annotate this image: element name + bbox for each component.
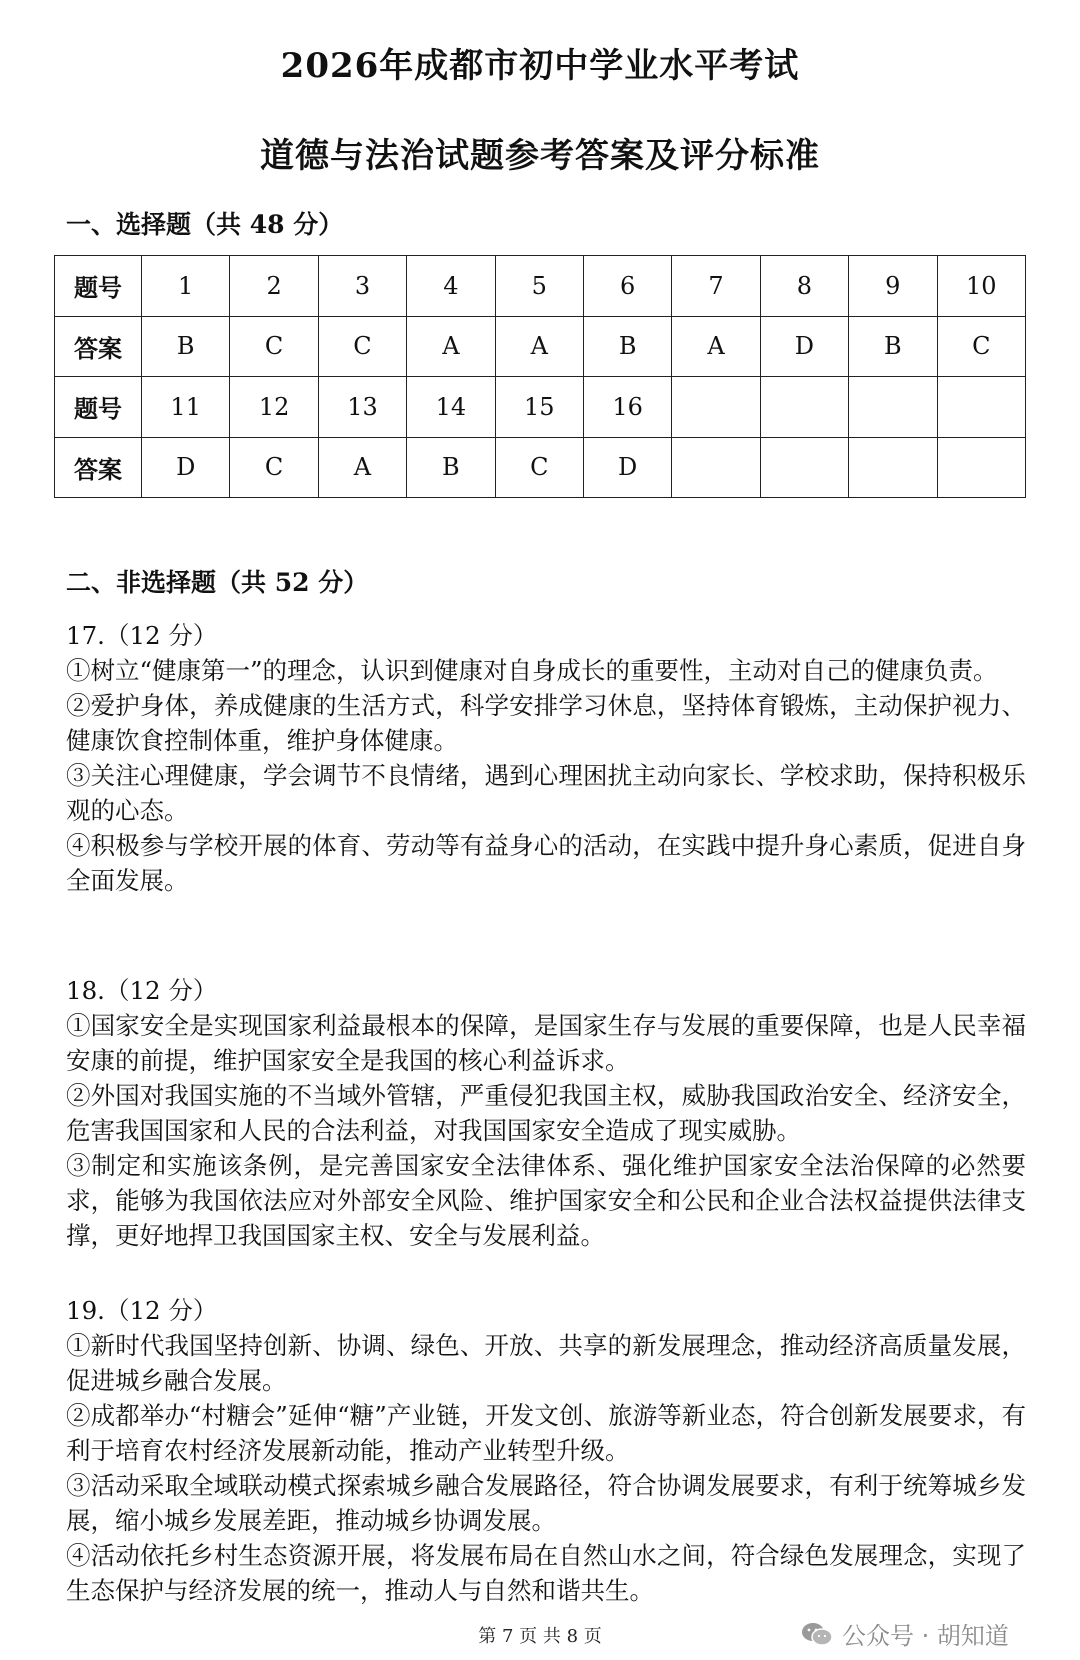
answer-cell: C: [230, 316, 318, 377]
answer-cell: [849, 437, 937, 498]
question-number-cell: 12: [230, 377, 318, 438]
answer-point: ③关注心理健康，学会调节不良情绪，遇到心理困扰主动向家长、学校求助，保持积极乐观的心态。: [66, 761, 1026, 825]
row-label-answer: 答案: [55, 316, 142, 377]
watermark: [800, 1616, 1009, 1651]
wechat-icon: [800, 1621, 834, 1647]
question-number-cell: 5: [495, 256, 583, 317]
question-number-cell: 2: [230, 256, 318, 317]
row-label-answer: 答案: [55, 437, 142, 498]
question-number-cell: 3: [318, 256, 406, 317]
question-number-cell: [760, 377, 848, 438]
question-header: 18.（12 分）: [66, 976, 218, 1005]
question-number-cell: 13: [318, 377, 406, 438]
answer-cell: B: [849, 316, 937, 377]
answer-cell: A: [318, 437, 406, 498]
answer-cell: C: [495, 437, 583, 498]
page-number: 第 7 页 共 8 页: [478, 1626, 602, 1647]
question-number-cell: [672, 377, 760, 438]
question-number-cell: 6: [583, 256, 671, 317]
question-number-cell: 10: [937, 256, 1025, 317]
row-label-number: 题号: [55, 256, 142, 317]
question-number-cell: 16: [583, 377, 671, 438]
answer-cell: A: [495, 316, 583, 377]
question-number-cell: 15: [495, 377, 583, 438]
answer-cell: B: [583, 316, 671, 377]
answer-cell: D: [760, 316, 848, 377]
answer-cell: D: [142, 437, 230, 498]
question-number-cell: 1: [142, 256, 230, 317]
question-number-cell: 7: [672, 256, 760, 317]
question-18: [66, 973, 1026, 1253]
table-row: [55, 437, 1026, 498]
section-heading-choice: 一、选择题（共 48 分）: [66, 210, 344, 239]
section-heading-nonchoice: 二、非选择题（共 52 分）: [66, 568, 369, 597]
answer-point: ④活动依托乡村生态资源开展，将发展布局在自然山水之间，符合绿色发展理念，实现了生态保护与经济发展的统一，推动人与自然和谐共生。: [66, 1541, 1026, 1605]
answer-point: ③制定和实施该条例，是完善国家安全法律体系、强化维护国家安全法治保障的必然要求，能够为我国依法应对外部安全风险、维护国家安全和公民和企业合法权益提供法律支撑，更好地捍卫我国国家主权、安全与发展利益。: [66, 1151, 1026, 1250]
question-number-cell: [849, 377, 937, 438]
question-17: [66, 618, 1026, 898]
answer-table: [54, 255, 1026, 498]
table-row: [55, 316, 1026, 377]
answer-cell: [760, 437, 848, 498]
table-row: [55, 256, 1026, 317]
answer-point: ①树立“健康第一”的理念，认识到健康对自身成长的重要性，主动对自己的健康负责。: [66, 656, 998, 685]
answer-point: ④积极参与学校开展的体育、劳动等有益身心的活动，在实践中提升身心素质，促进自身全面发展。: [66, 831, 1026, 895]
question-19: [66, 1293, 1026, 1608]
answer-cell: B: [142, 316, 230, 377]
answer-point: ③活动采取全域联动模式探索城乡融合发展路径，符合协调发展要求，有利于统筹城乡发展，缩小城乡发展差距，推动城乡协调发展。: [66, 1471, 1026, 1535]
question-number-cell: 14: [407, 377, 495, 438]
page-title: 2026年成都市初中学业水平考试: [280, 46, 800, 86]
answer-cell: A: [407, 316, 495, 377]
answer-point: ②成都举办“村糖会”延伸“糖”产业链，开发文创、旅游等新业态，符合创新发展要求，有利于培育农村经济发展新动能，推动产业转型升级。: [66, 1401, 1026, 1465]
question-number-cell: 9: [849, 256, 937, 317]
page-subtitle: 道德与法治试题参考答案及评分标准: [260, 136, 820, 176]
question-number-cell: 4: [407, 256, 495, 317]
question-header: 19.（12 分）: [66, 1296, 218, 1325]
answer-cell: C: [318, 316, 406, 377]
question-number-cell: [937, 377, 1025, 438]
answer-cell: [937, 437, 1025, 498]
answer-point: ②外国对我国实施的不当域外管辖，严重侵犯我国主权，威胁我国政治安全、经济安全，危害我国国家和人民的合法利益，对我国国家安全造成了现实威胁。: [66, 1081, 1026, 1145]
row-label-number: 题号: [55, 377, 142, 438]
answer-cell: D: [583, 437, 671, 498]
table-row: [55, 377, 1026, 438]
answer-point: ①国家安全是实现国家利益最根本的保障，是国家生存与发展的重要保障，也是人民幸福安康的前提，维护国家安全是我国的核心利益诉求。: [66, 1011, 1026, 1075]
answer-cell: A: [672, 316, 760, 377]
answer-cell: [672, 437, 760, 498]
watermark-text: 公众号 · 胡知道: [842, 1622, 1009, 1650]
answer-cell: B: [407, 437, 495, 498]
question-header: 17.（12 分）: [66, 621, 218, 650]
question-number-cell: 8: [760, 256, 848, 317]
question-number-cell: 11: [142, 377, 230, 438]
answer-point: ②爱护身体，养成健康的生活方式，科学安排学习休息，坚持体育锻炼，主动保护视力、健康饮食控制体重，维护身体健康。: [66, 691, 1026, 755]
answer-cell: C: [230, 437, 318, 498]
answer-point: ①新时代我国坚持创新、协调、绿色、开放、共享的新发展理念，推动经济高质量发展，促进城乡融合发展。: [66, 1331, 1026, 1395]
answer-cell: C: [937, 316, 1025, 377]
